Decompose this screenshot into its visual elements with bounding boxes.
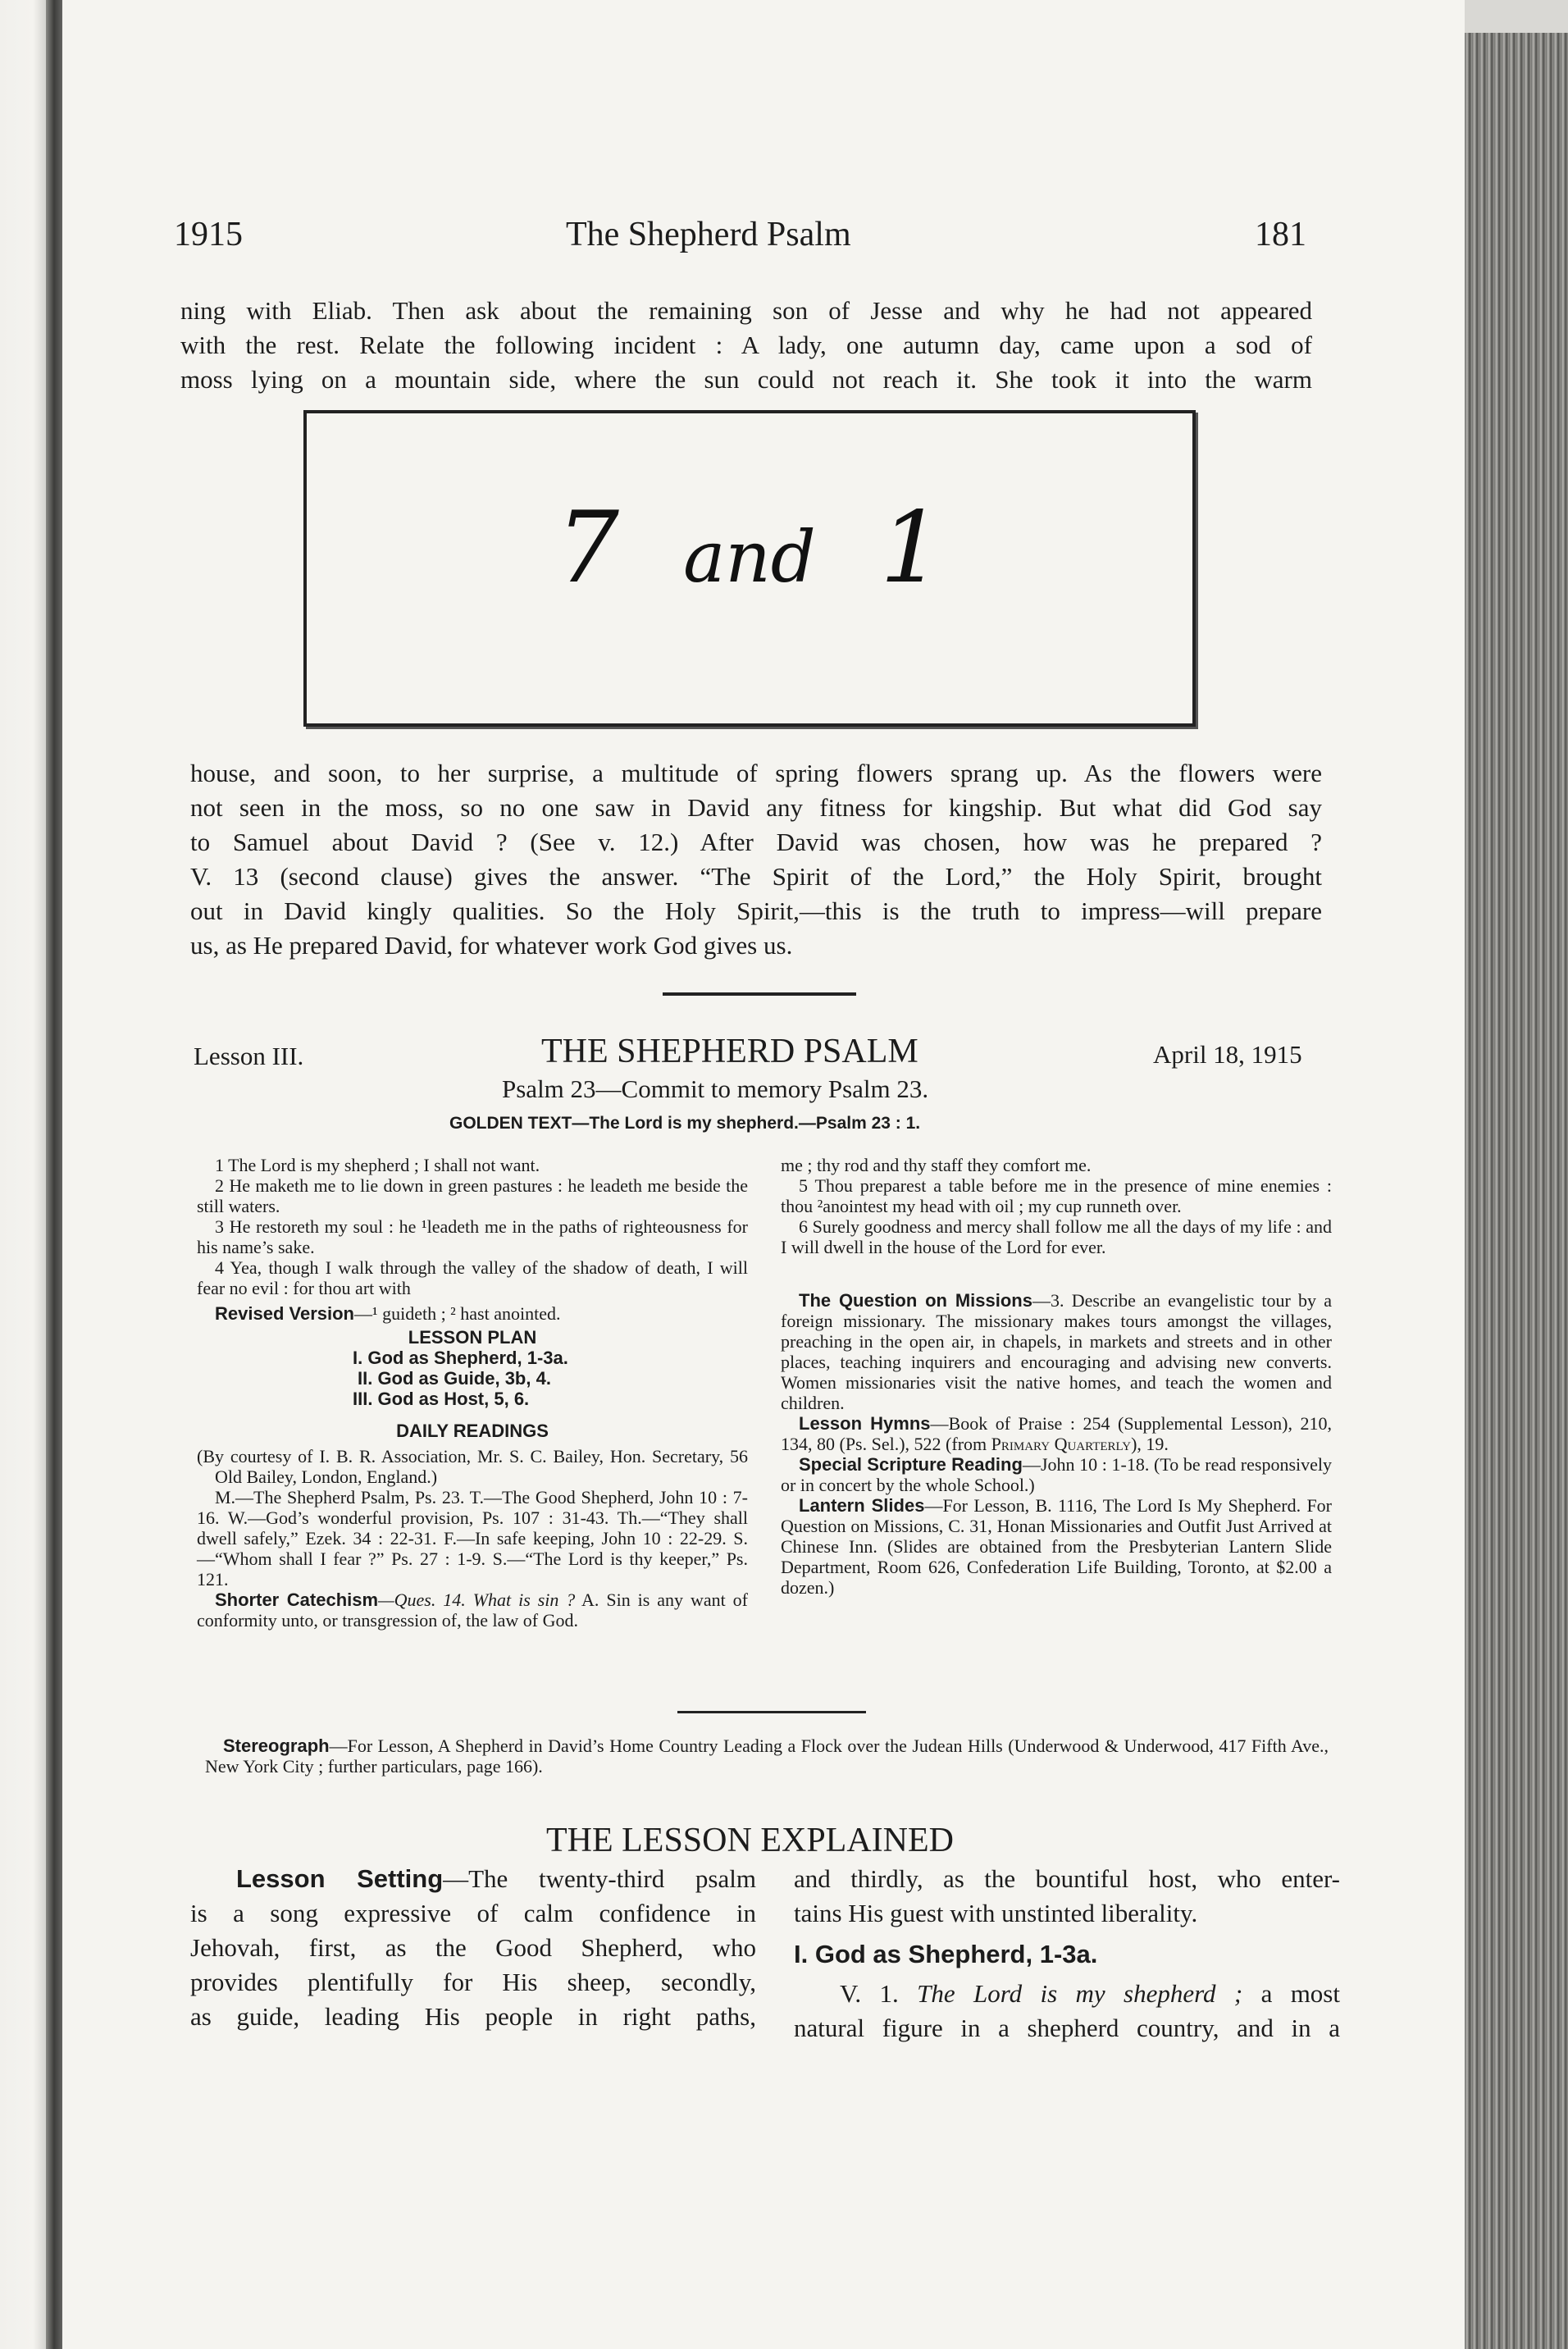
lantern-label: Lantern Slides xyxy=(799,1495,925,1516)
stereograph-note xyxy=(205,1736,1329,1777)
text-line: as guide, leading His people in right paths, xyxy=(190,2002,756,2031)
text-line: with the rest. Relate the following incident : A lady, one autumn day, came upon a sod of xyxy=(180,331,1312,359)
left-page-edge xyxy=(0,0,48,2349)
scripture-verse: 5 Thou preparest a table before me in the presence of mine enemies : thou ²anointest my head with oil ; my cup runneth over. xyxy=(781,1175,1332,1216)
revised-version xyxy=(197,1303,748,1324)
top-paragraph xyxy=(180,294,1312,397)
verse-ref: V. 1. xyxy=(840,1979,918,2008)
section-heading: I. God as Shepherd, 1-3a. xyxy=(794,1940,1098,1968)
section-divider xyxy=(677,1711,866,1713)
lesson-plan-item: II. God as Guide, 3b, 4. xyxy=(358,1368,551,1389)
scripture-verse: me ; thy rod and thy staff they comfort me. xyxy=(781,1155,1092,1175)
special-reading xyxy=(781,1454,1332,1495)
special-reading-label: Special Scripture Reading xyxy=(799,1454,1023,1475)
scripture-verse: 4 Yea, though I walk through the valley of the shadow of death, I will fear no evil : for thou art with xyxy=(197,1257,748,1298)
explained-left-column xyxy=(190,1862,756,2034)
verse-quote: The Lord is my shepherd ; xyxy=(917,1979,1243,2008)
lesson-plan-heading: LESSON PLAN xyxy=(408,1327,537,1348)
special-reading-text: —John 10 : 1-18. (To be read responsively or in concert by the whole School.) xyxy=(781,1454,1332,1495)
illustration-box xyxy=(303,410,1196,727)
lesson-plan-list xyxy=(353,1348,748,1409)
text-line: V. 13 (second clause) gives the answer. “The Spirit of the Lord,” the Holy Spirit, brought xyxy=(190,862,1322,891)
shorter-catechism-question: —Ques. 14. What is sin ? xyxy=(378,1590,576,1610)
header-year: 1915 xyxy=(174,216,243,253)
explained-heading: THE LESSON EXPLAINED xyxy=(546,1822,954,1859)
lesson-number: Lesson III. xyxy=(194,1042,304,1070)
daily-readings-heading: DAILY READINGS xyxy=(396,1421,549,1441)
scripture-verse: 6 Surely goodness and mercy shall follow me all the days of my life : and I will dwell in the house of the Lord for ever. xyxy=(781,1216,1332,1257)
explained-right-column xyxy=(794,1862,1340,2046)
text-line: out in David kingly qualities. So the Holy Spirit,—this is the truth to impress—will prepare xyxy=(190,896,1322,925)
scripture-verse: 2 He maketh me to lie down in green pastures : he leadeth me beside the still waters. xyxy=(197,1175,748,1216)
lesson-plan-item: III. God as Host, 5, 6. xyxy=(353,1389,530,1409)
page-stack-edge xyxy=(1465,33,1568,2349)
missions-question xyxy=(781,1290,1332,1413)
left-column xyxy=(197,1155,748,1631)
book-gutter xyxy=(46,0,64,2349)
text-line: us, as He prepared David, for whatever work God gives us. xyxy=(190,931,793,960)
stereograph-text: —For Lesson, A Shepherd in David’s Home Country Leading a Flock over the Judean Hills (Underwood & Underwood, 417 Fifth Ave., New York City ; further particulars, page 166). xyxy=(205,1736,1329,1777)
header-title: The Shepherd Psalm xyxy=(566,216,851,253)
text-line: and thirdly, as the bountiful host, who enter- xyxy=(794,1864,1340,1893)
text-line xyxy=(794,1977,1340,2011)
text-line: Jehovah, first, as the Good Shepherd, who xyxy=(190,1933,756,1962)
scripture-verse: 3 He restoreth my soul : he ¹leadeth me in the paths of righteousness for his name’s sake. xyxy=(197,1216,748,1257)
missions-text: —3. Describe an evangelistic tour by a foreign missionary. The missionary makes tours amongst the villages, preaching in the open air, in chapels, in markets and streets and in other places, teaching inquirers and encouraging and advising new converts. Women missionaries visit the native homes, and teach the women and children. xyxy=(781,1290,1333,1413)
middle-paragraph xyxy=(190,756,1322,963)
text-line: tains His guest with unstinted liberality. xyxy=(794,1899,1198,1927)
text-line: natural figure in a shepherd country, and in a xyxy=(794,2014,1340,2042)
text-line: is a song expressive of calm confidence in xyxy=(190,1899,756,1927)
scripture-verse: 1 The Lord is my shepherd ; I shall not want. xyxy=(215,1155,540,1175)
shorter-catechism-answer: A. Sin is any want of conformity unto, or transgression of, the law of God. xyxy=(197,1590,748,1631)
header-page-number: 181 xyxy=(1255,216,1306,253)
text-line: not seen in the moss, so no one saw in David any fitness for kingship. But what did God say xyxy=(190,793,1322,822)
golden-text: GOLDEN TEXT—The Lord is my shepherd.—Psalm 23 : 1. xyxy=(449,1114,921,1133)
verse-rest: a most xyxy=(1242,1979,1340,2008)
box-number-right: 1 xyxy=(880,491,943,605)
lesson-setting-label: Lesson Setting xyxy=(236,1864,444,1893)
text-line: provides plentifully for His sheep, secondly, xyxy=(190,1968,756,1996)
box-number-left: 7 xyxy=(556,491,619,605)
lesson-plan-item: I. God as Shepherd, 1-3a. xyxy=(353,1348,568,1368)
shorter-catechism xyxy=(197,1590,748,1631)
text-line: ning with Eliab. Then ask about the remaining son of Jesse and why he had not appeared xyxy=(180,296,1312,325)
page-edge-top xyxy=(1465,0,1568,33)
text-line: house, and soon, to her surprise, a multitude of spring flowers sprang up. As the flowers were xyxy=(190,759,1322,787)
daily-readings-courtesy: (By courtesy of I. B. R. Association, Mr. S. C. Bailey, Hon. Secretary, 56 Old Bailey, London, England.) xyxy=(197,1446,748,1487)
shorter-catechism-label: Shorter Catechism xyxy=(215,1590,379,1610)
box-word: and xyxy=(683,517,816,599)
revised-version-text: —¹ guideth ; ² hast anointed. xyxy=(353,1303,561,1324)
missions-label: The Question on Missions xyxy=(799,1290,1032,1311)
box-caption xyxy=(307,491,1192,605)
lesson-date: April 18, 1915 xyxy=(1153,1040,1302,1069)
hymns-label: Lesson Hymns xyxy=(799,1413,931,1434)
hymns-text-end: ), 19. xyxy=(1131,1434,1169,1454)
text-line: moss lying on a mountain side, where the sun could not reach it. She took it into the warm xyxy=(180,365,1312,394)
lantern-slides xyxy=(781,1495,1332,1598)
lesson-hymns xyxy=(781,1413,1332,1454)
text-line xyxy=(190,1862,756,1896)
daily-readings-text: M.—The Shepherd Psalm, Ps. 23. T.—The Good Shepherd, John 10 : 7-16. W.—God’s wonderful provision, Ps. 107 : 31-43. Th.—“They shall dwell safely,” Ezek. 34 : 22-31. F.—In safe keeping, John 10 : 22-29. S.—“Whom shall I fear ?” Ps. 27 : 1-9. S.—“The Lord is thy keeper,” Ps. 121. xyxy=(197,1487,748,1590)
right-column xyxy=(781,1155,1332,1598)
lesson-title: THE SHEPHERD PSALM xyxy=(541,1033,918,1070)
lesson-subtitle: Psalm 23—Commit to memory Psalm 23. xyxy=(502,1074,929,1103)
lantern-text: —For Lesson, B. 1116, The Lord Is My Shepherd. For Question on Missions, C. 31, Honan Missionaries and Outfit Just Arrived at Chinese Inn. (Slides are obtained from the Presbyterian Lantern Slide Department, Room 626, Confederation Life Building, Toronto, at $2.00 a dozen.) xyxy=(781,1495,1333,1598)
stereograph-label: Stereograph xyxy=(223,1736,330,1756)
text-line: to Samuel about David ? (See v. 12.) After David was chosen, how was he prepared ? xyxy=(190,828,1322,856)
revised-version-label: Revised Version xyxy=(215,1303,354,1324)
section-divider xyxy=(663,992,856,996)
stereograph-paragraph xyxy=(205,1736,1329,1777)
lesson-setting-text: —The twenty-third psalm xyxy=(443,1864,756,1893)
hymns-source: Primary Quarterly xyxy=(991,1434,1132,1454)
hymns-text: —Book of Praise : 254 (Supplemental Lesson), 210, 134, 80 (Ps. Sel.), 522 (from xyxy=(781,1413,1332,1454)
